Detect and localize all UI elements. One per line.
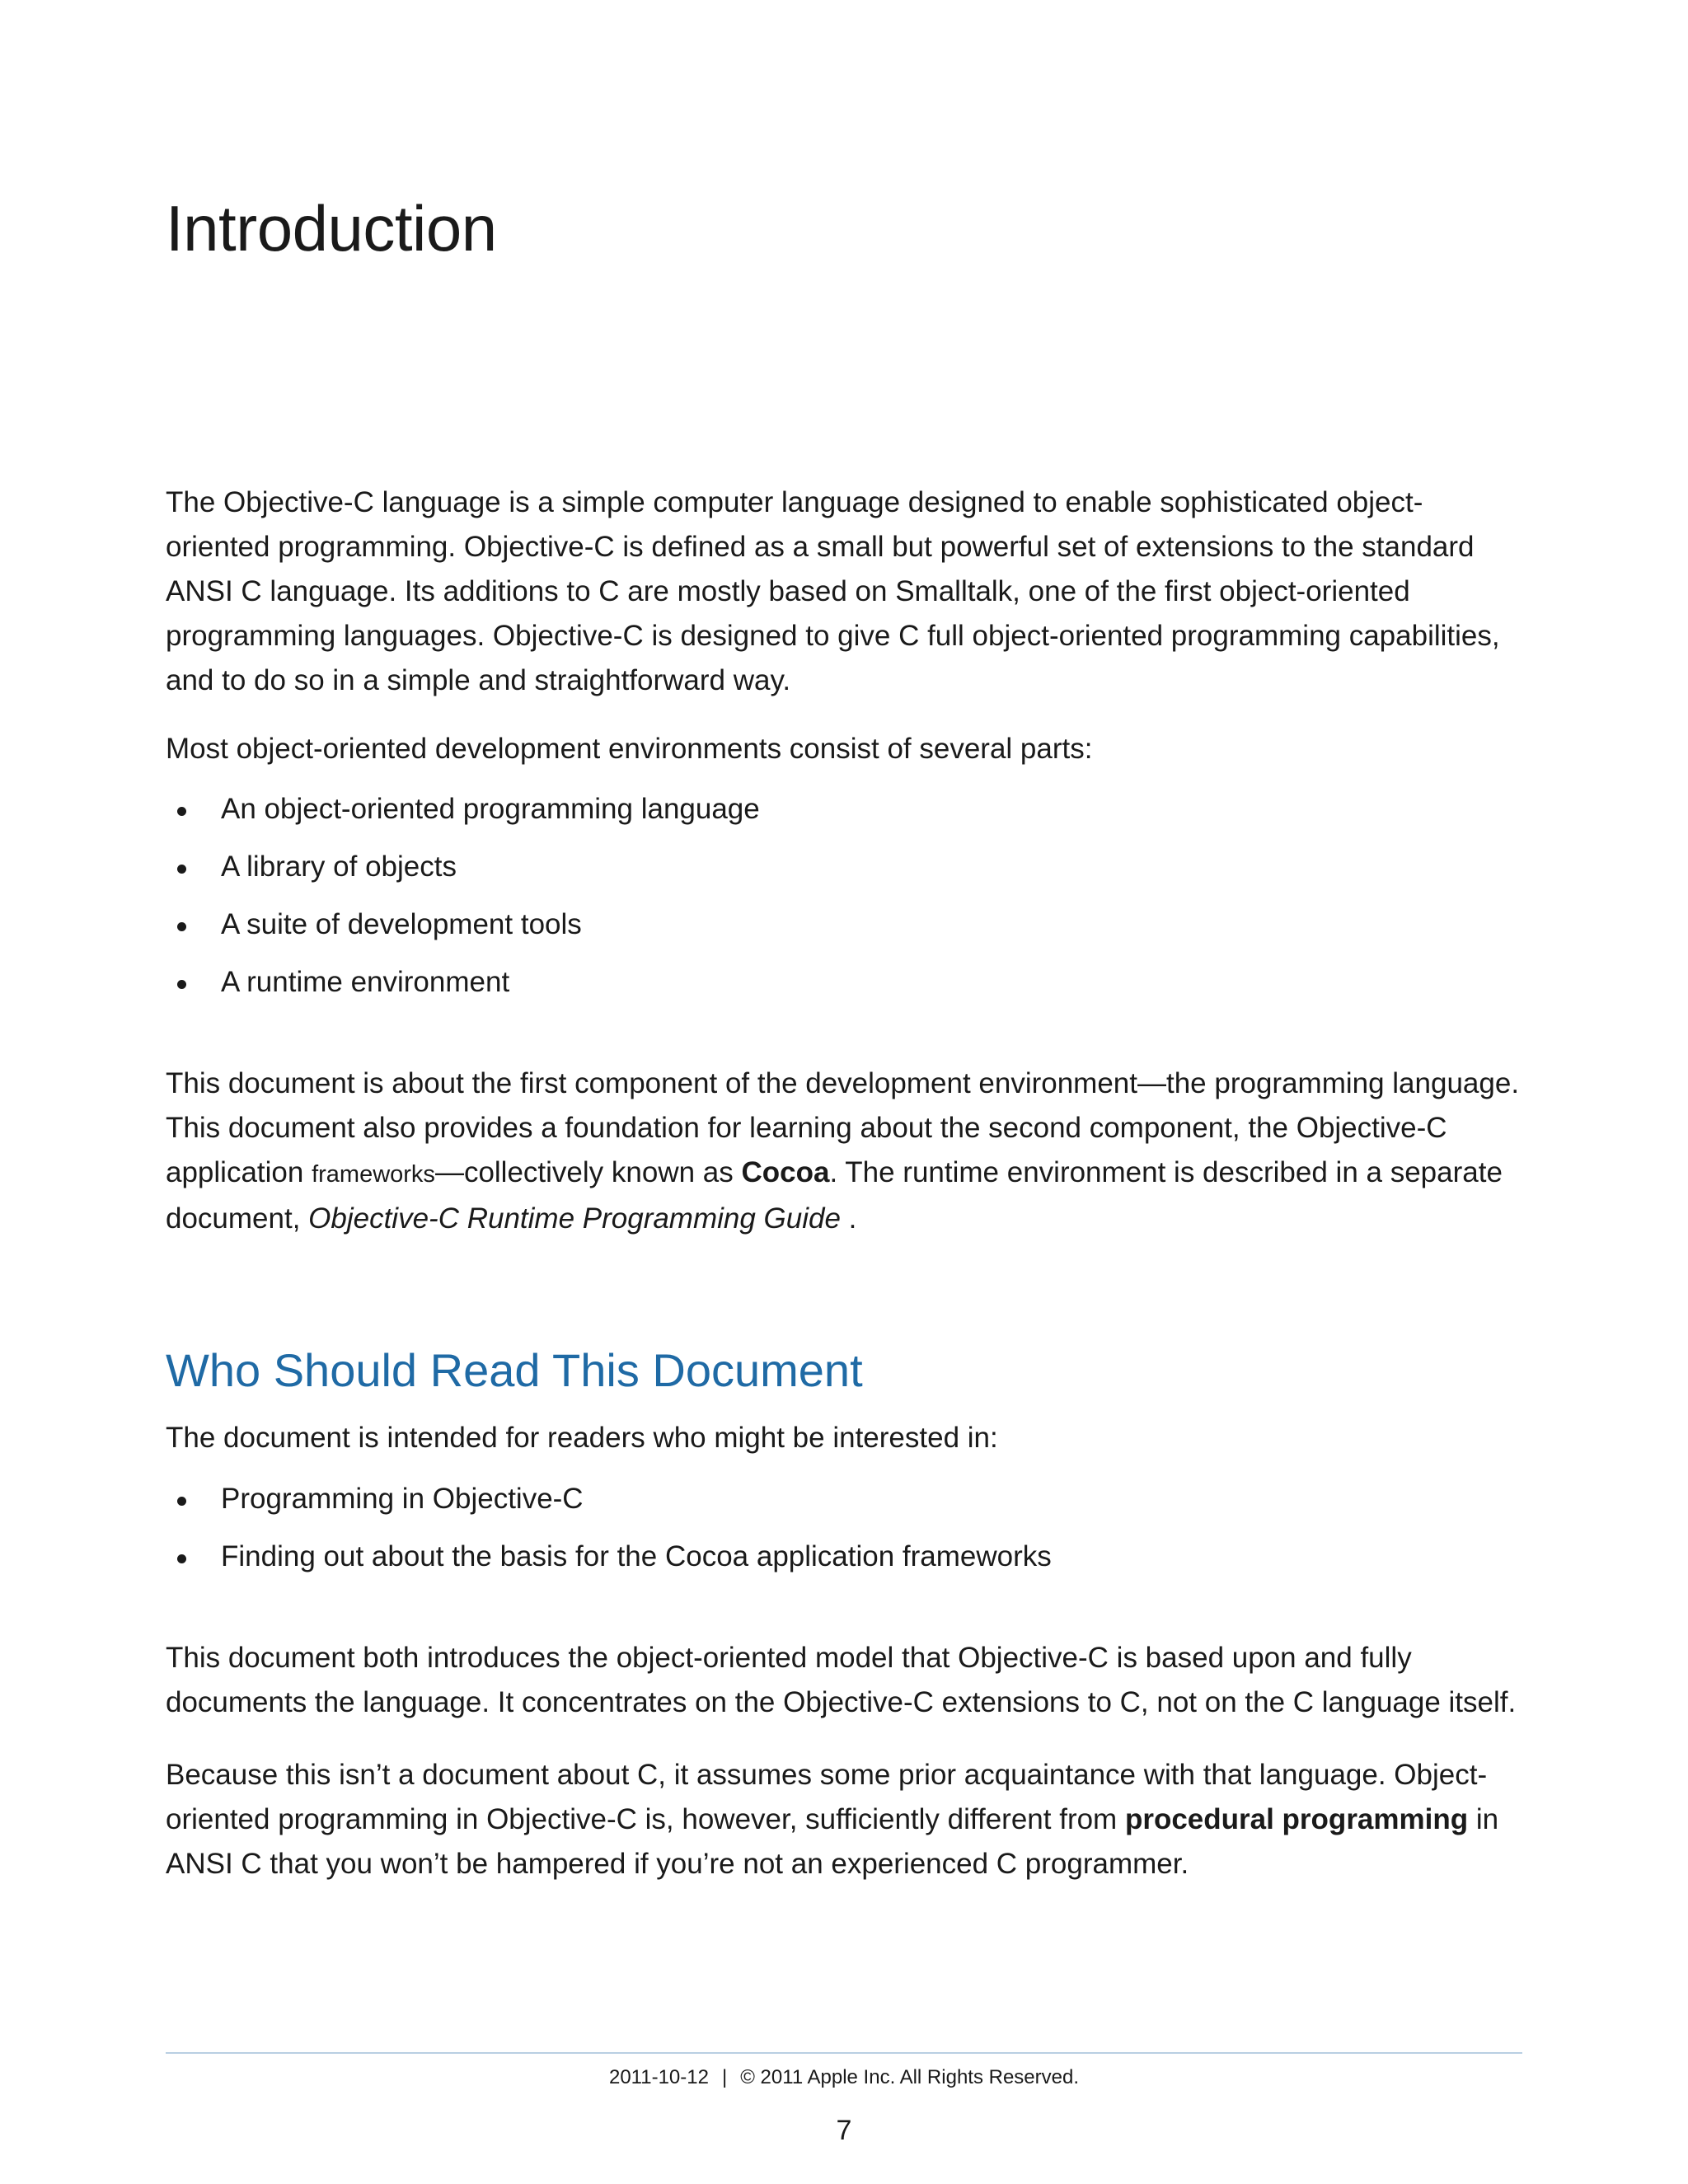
footer-date: 2011-10-12 xyxy=(608,2066,709,2088)
list-item-text: A runtime environment xyxy=(221,966,510,998)
frameworks-term: frameworks xyxy=(312,1161,435,1188)
list-item xyxy=(166,1477,1526,1535)
prior-knowledge-paragraph: Because this isn’t a document about C, it assumes some prior acquaintance with that language. Object-oriented programming in Objective-C is, however, sufficiently different from procedural programming in ANSI C that you won’t be hampered if you’re not an experienced C programmer. xyxy=(166,1759,1499,1880)
parts-intro-paragraph: Most object-oriented development environments consist of several parts: xyxy=(166,733,1093,765)
component-paragraph: This document is about the first component of the development environment—the programming language. This document also provides a foundation for learning about the second component, the Objective-C application frameworks—collectively known as Cocoa. The runtime environment is described in a separate document, Objective-C Runtime Programming Guide . xyxy=(166,1067,1520,1235)
model-paragraph: This document both introduces the object-oriented model that Objective-C is based upon and fully documents the language. It concentrates on the Objective-C extensions to C, not on the C language itself. xyxy=(166,1642,1517,1718)
intro-paragraph: The Objective-C language is a simple computer language designed to enable sophisticated object-oriented programming. Objective-C is defined as a small but powerful set of extensions to the standard ANSI C language. Its additions to C are mostly based on Smalltalk, one of the first object-oriented programming languages. Objective-C is designed to give C full object-oriented programming capabilities, and to do so in a simple and straightforward way. xyxy=(166,486,1500,696)
list-item xyxy=(166,845,1526,902)
bullet-icon xyxy=(177,922,186,931)
list-item-text: A suite of development tools xyxy=(221,908,582,940)
footer-divider xyxy=(166,2052,1522,2054)
footer-separator: | xyxy=(721,2066,728,2088)
list-item-text: An object-oriented programming language xyxy=(221,793,760,825)
page-title: Introduction xyxy=(166,192,497,265)
bullet-icon xyxy=(177,980,186,989)
bullet-icon xyxy=(177,1554,186,1563)
list-item xyxy=(166,902,1526,960)
section-heading: Who Should Read This Document xyxy=(166,1344,863,1396)
list-item-text: A library of objects xyxy=(221,851,457,883)
list-item-text: Programming in Objective-C xyxy=(221,1483,584,1515)
cocoa-term: Cocoa xyxy=(741,1156,830,1188)
list-item-text: Finding out about the basis for the Cocoa application frameworks xyxy=(221,1540,1052,1572)
bullet-icon xyxy=(177,807,186,816)
list-item xyxy=(166,787,1526,845)
footer-copyright: © 2011 Apple Inc. All Rights Reserved. xyxy=(740,2066,1080,2088)
readers-intro-paragraph: The document is intended for readers who might be interested in: xyxy=(166,1422,998,1454)
footer xyxy=(0,2066,1688,2089)
runtime-guide-title: Objective-C Runtime Programming Guide xyxy=(308,1202,841,1235)
procedural-programming-term: procedural programming xyxy=(1124,1803,1469,1835)
bullet-icon xyxy=(177,1497,186,1506)
parts-list xyxy=(166,787,1526,1018)
readers-list xyxy=(166,1477,1526,1592)
list-item xyxy=(166,960,1526,1018)
list-item xyxy=(166,1535,1526,1592)
page-number: 7 xyxy=(836,2115,852,2146)
bullet-icon xyxy=(177,865,186,874)
